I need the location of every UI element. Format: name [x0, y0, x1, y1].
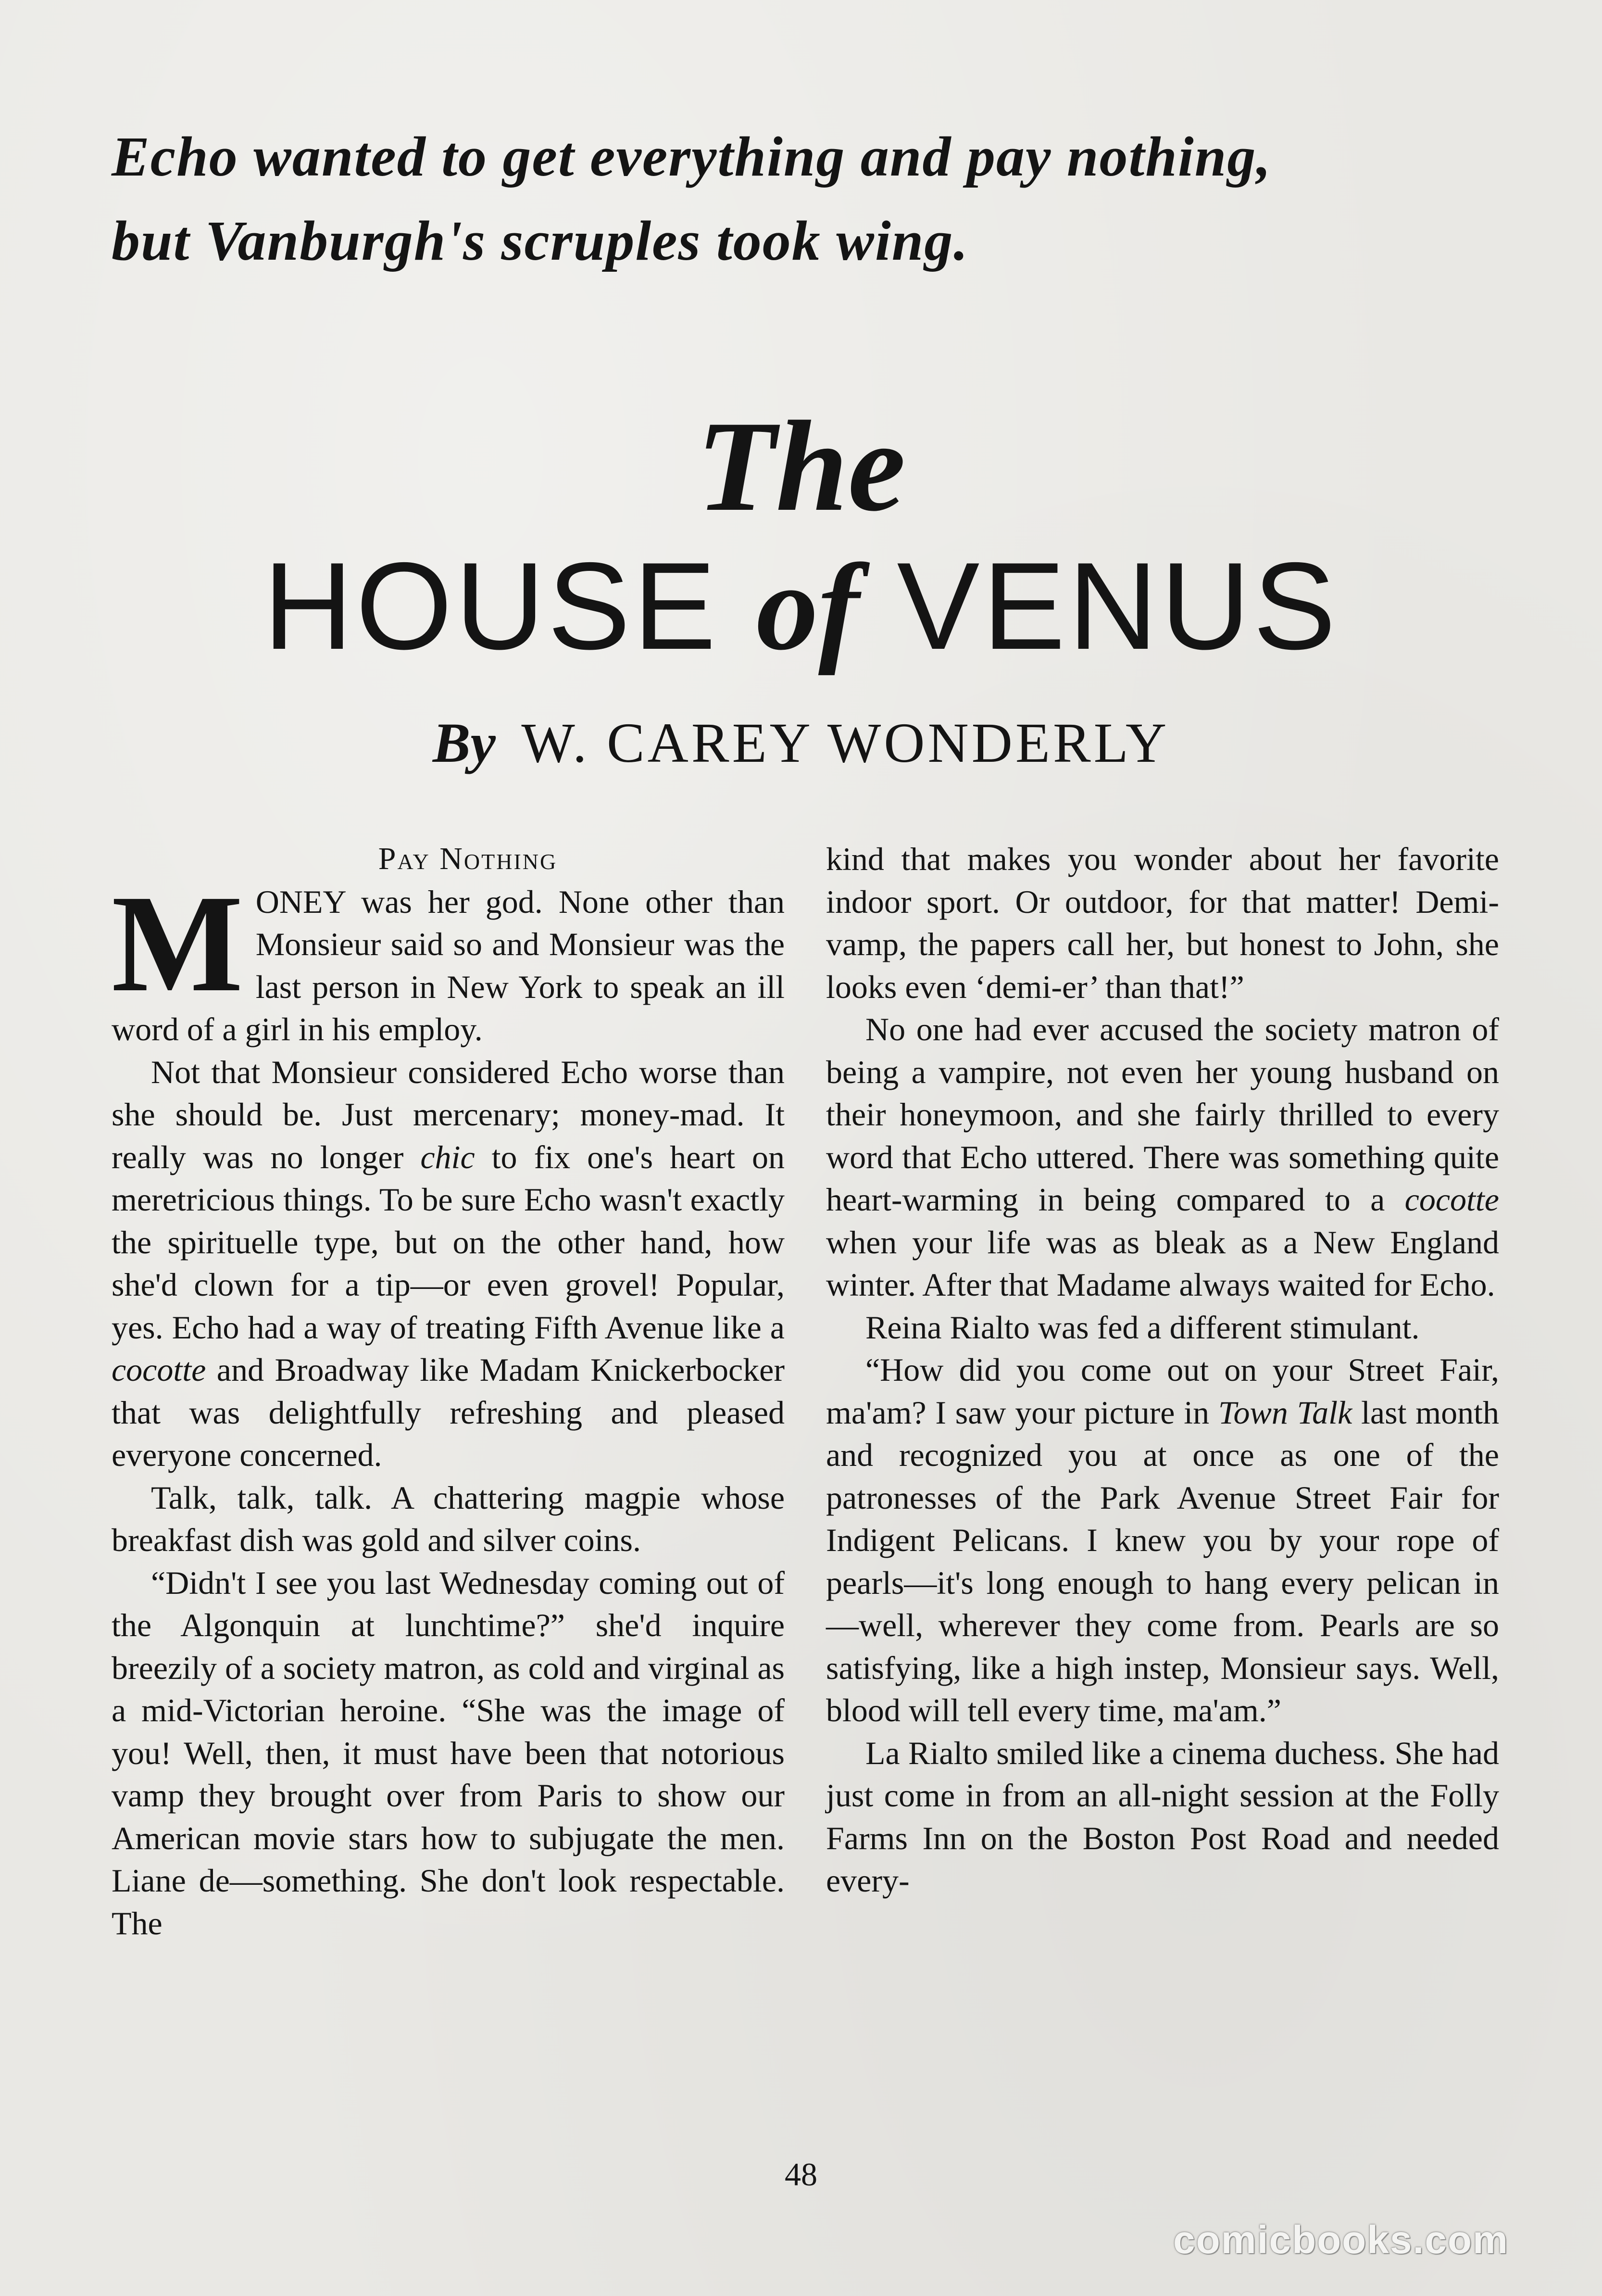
right-column [826, 838, 1499, 1902]
story-title [0, 534, 1602, 679]
paragraph: “Didn't I see you last Wednesday coming out of the Algonquin at lunchtime?” she'd inquire breezily of a society matron, as cold and virginal as a mid-Victorian heroine. “She was the image of you! Well, then, it must have been that notorious vamp they brought over from Paris to show our American movie stars how to subjugate the men. Liane de—something. She don't look respectable. The [112, 1564, 785, 1942]
paragraph: “How did you come out on your Street Fair, ma'am? I saw your picture in Town Talk last month and recognized you at once as one of the patronesses of the Park Avenue Street Fair for Indigent Pelicans. I knew you by your rope of pearls—it's long enough to hang every pelican in—well, wherever they come from. Pearls are so satisfying, like a high instep, Monsieur says. Well, blood will tell every time, ma'am.” [826, 1351, 1500, 1728]
title-word-of: of [756, 538, 860, 676]
paragraph: kind that makes you wonder about her favorite indoor sport. Or outdoor, for that matter! Demi-vamp, the papers call her, but honest to John, she looks even ‘demi-er’ than that!” [826, 841, 1499, 1005]
emphasis-cocotte: cocotte [112, 1351, 206, 1388]
paragraph: Talk, talk, talk. A chattering magpie whose breakfast dish was gold and silver coins. [112, 1479, 785, 1558]
emphasis-cocotte: cocotte [1404, 1181, 1499, 1218]
byline [0, 707, 1602, 779]
drop-cap: M [112, 866, 243, 1021]
tagline-line-1: Echo wanted to get everything and pay nothing, [112, 125, 1272, 188]
page-number: 48 [785, 2156, 817, 2193]
left-column [112, 838, 785, 1944]
emphasis-town-talk: Town Talk [1218, 1394, 1352, 1431]
title-word-venus: VENUS [897, 536, 1339, 675]
title-the: The [696, 394, 906, 538]
title-word-house: HOUSE [263, 536, 719, 675]
story-tagline [112, 114, 1458, 283]
paragraph: La Rialto smiled like a cinema duchess. She had just come in from an all-night session at the Folly Farms Inn on the Boston Post Road and needed every- [826, 1734, 1499, 1899]
watermark-logo: comicbooks.com [1173, 2218, 1509, 2262]
paragraph: MONEY was her god. None other than Monsieur said so and Monsieur was the last person in New York to speak an ill word of a girl in his employ. [112, 866, 785, 1047]
paragraph: No one had ever accused the society matron of being a vampire, not even her young husband on their honeymoon, and she fairly thrilled to every word that Echo uttered. There was something quite heart-warming in being compared to a cocotte when your life was as bleak as a New England winter. After that Madame always waited for Echo. [826, 1011, 1499, 1303]
section-heading: Pay Nothing [378, 841, 558, 876]
emphasis-chic: chic [420, 1138, 475, 1175]
tagline-line-2: but Vanburgh's scruples took wing. [112, 209, 969, 272]
paragraph: Not that Monsieur considered Echo worse than she should be. Just mercenary; money-mad. It really was no longer chic to fix one's heart on meretricious things. To be sure Echo wasn't exactly the spirituelle type, but on the other hand, how she'd clown for a tip—or even grovel! Popular, yes. Echo had a way of treating Fifth Avenue like a cocotte and Broadway like Madam Knickerbocker that was delightfully refreshing and pleased everyone concerned. [112, 1053, 785, 1473]
byline-author: W. CAREY WONDERLY [521, 711, 1170, 774]
byline-by: By [432, 711, 496, 774]
paragraph: Reina Rialto was fed a different stimulant. [865, 1309, 1420, 1346]
